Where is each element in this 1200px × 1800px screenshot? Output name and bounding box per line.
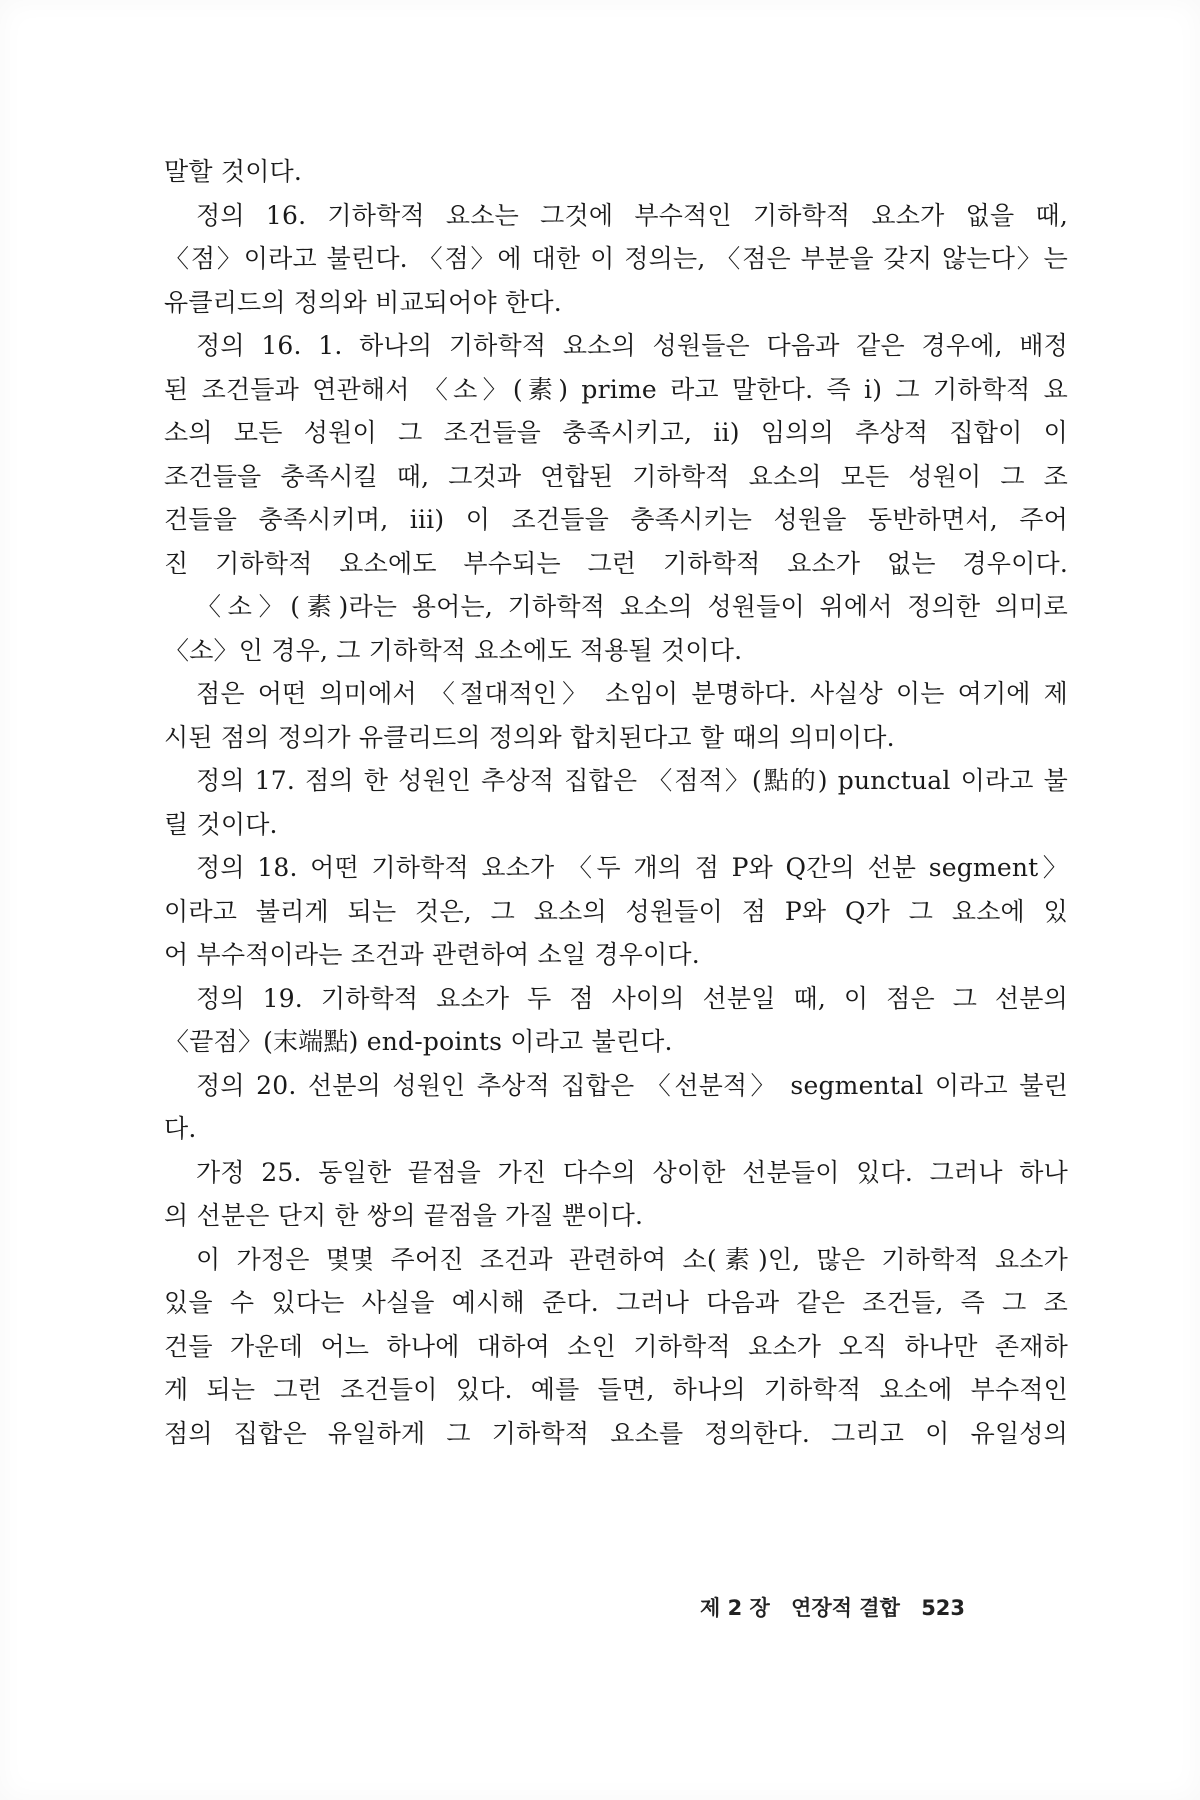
text-line: 진 기하학적 요소에도 부수되는 그런 기하학적 요소가 없는 경우이다. [164,548,1068,578]
text-line: 이 가정은 몇몇 주어진 조건과 관련하여 소(素)인, 많은 기하학적 요소가 [196,1244,1068,1274]
text-line: 조건들을 충족시킬 때, 그것과 연합된 기하학적 요소의 모든 성원이 그 조 [164,461,1068,491]
text-line: 어 부수적이라는 조건과 관련하여 소일 경우이다. [164,940,700,969]
text-line: 점은 어떤 의미에서 〈절대적인〉 소임이 분명하다. 사실상 이는 여기에 제 [196,679,1068,708]
text-line: 이라고 불리게 되는 것은, 그 요소의 성원들이 점 P와 Q가 그 요소에 있 [164,896,1068,926]
text-line: 게 되는 그런 조건들이 있다. 예를 들면, 하나의 기하학적 요소에 부수적인 [164,1375,1068,1404]
page-number: 523 [921,1596,966,1620]
body-text [164,150,1068,1455]
text-line: 정의 19. 기하학적 요소가 두 점 사이의 선분일 때, 이 점은 그 선분의 [196,983,1068,1013]
running-footer [700,1592,1070,1622]
text-line: 된 조건들과 연관해서 〈소〉(素) prime 라고 말한다. 즉 i) 그 기하학적 요 [164,374,1068,404]
text-line: 정의 16. 1. 하나의 기하학적 요소의 성원들은 다음과 같은 경우에, 배정 [196,331,1068,360]
text-line: 정의 16. 기하학적 요소는 그것에 부수적인 기하학적 요소가 없을 때, [196,200,1068,230]
text-line: 건들 가운데 어느 하나에 대하여 소인 기하학적 요소가 오직 하나만 존재하 [164,1331,1068,1361]
text-line: 의 선분은 단지 한 쌍의 끝점을 가질 뿐이다. [164,1201,644,1230]
text-line: 〈소〉인 경우, 그 기하학적 요소에도 적용될 것이다. [164,635,743,665]
text-line: 〈점〉이라고 불린다. 〈점〉에 대한 이 정의는, 〈점은 부분을 갖지 않는다〉는 [164,244,1068,273]
text-line: 유클리드의 정의와 비교되어야 한다. [164,287,562,317]
text-line: 점의 집합은 유일하게 그 기하학적 요소를 정의한다. 그리고 이 유일성의 [164,1418,1068,1448]
text-line: 다. [164,1114,197,1143]
text-line: 건들을 충족시키며, iii) 이 조건들을 충족시키는 성원을 동반하면서, 주어 [164,505,1068,534]
text-line: 시된 점의 정의가 유클리드의 정의와 합치된다고 할 때의 의미이다. [164,722,895,752]
text-line: 정의 20. 선분의 성원인 추상적 집합은 〈선분적〉 segmental 이라고 불린 [196,1070,1068,1100]
text-line: 있을 수 있다는 사실을 예시해 준다. 그러나 다음과 같은 조건들, 즉 그 조 [164,1288,1068,1317]
text-line: 소의 모든 성원이 그 조건들을 충족시키고, ii) 임의의 추상적 집합이 이 [164,418,1068,447]
text-line: 〈소〉(素)라는 용어는, 기하학적 요소의 성원들이 위에서 정의한 의미로 [196,592,1068,621]
text-line: 말할 것이다. [164,157,303,186]
text-line: 〈끝점〉(末端點) end-points 이라고 불린다. [164,1027,673,1056]
chapter-label: 제 2 장 [700,1596,770,1620]
text-line: 정의 18. 어떤 기하학적 요소가 〈두 개의 점 P와 Q간의 선분 segment〉 [196,853,1068,882]
chapter-title: 연장적 결합 [791,1596,900,1620]
text-line: 정의 17. 점의 한 성원인 추상적 집합은 〈점적〉(點的) punctual 이라고 불 [196,766,1068,795]
text-line: 릴 것이다. [164,809,278,839]
text-line: 가정 25. 동일한 끝점을 가진 다수의 상이한 선분들이 있다. 그러나 하나 [196,1157,1068,1187]
